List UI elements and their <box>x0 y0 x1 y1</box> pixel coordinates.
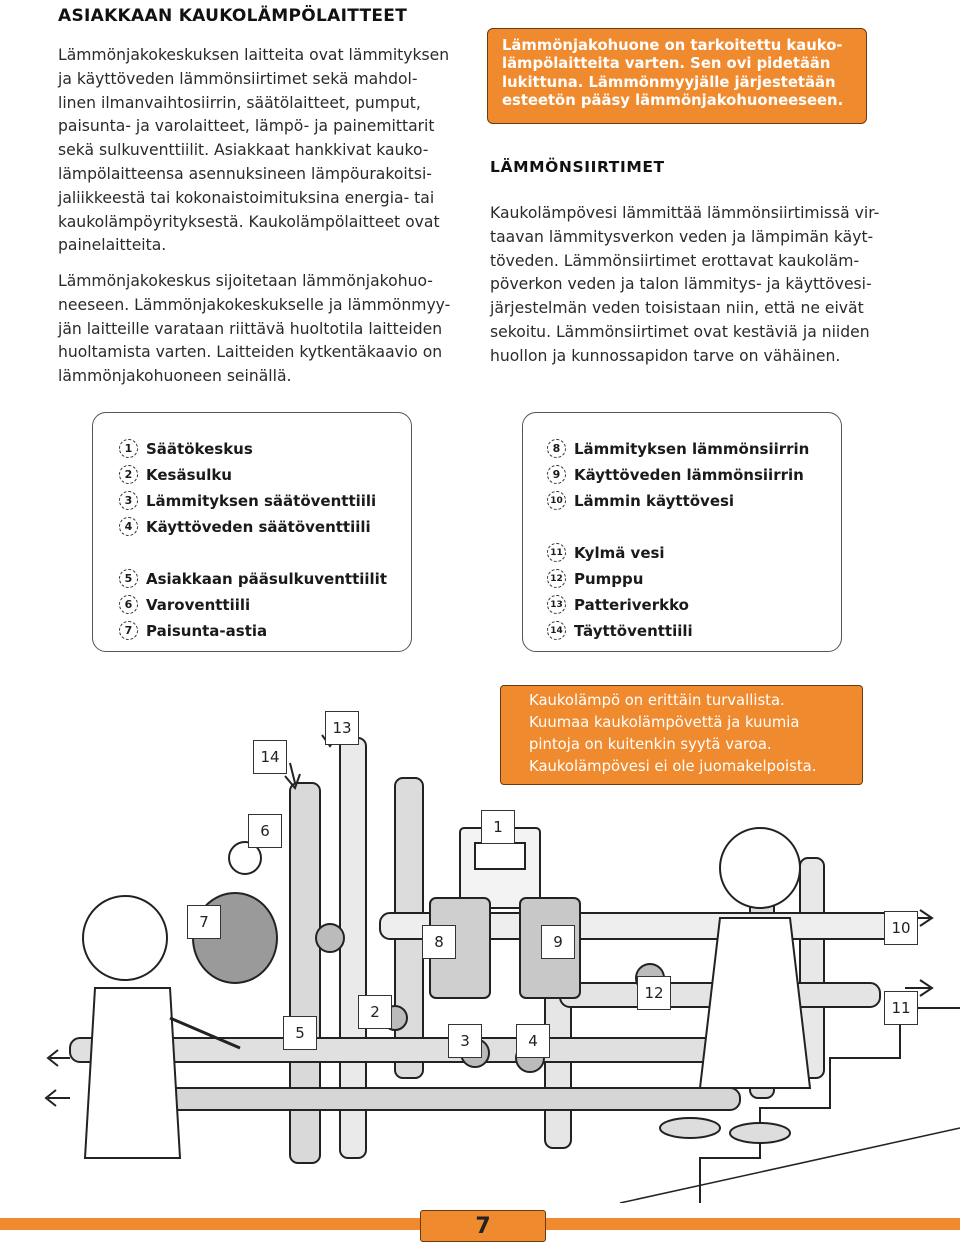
legend-item <box>547 543 665 562</box>
number-badge: 11 <box>547 543 566 562</box>
legend-label: Lämmityksen lämmönsiirrin <box>574 439 810 458</box>
number-badge: 10 <box>547 491 566 510</box>
legend-label: Käyttöveden lämmönsiirrin <box>574 465 804 484</box>
callout-9: 9 <box>541 925 575 959</box>
page-number: 7 <box>420 1210 546 1242</box>
legend-item <box>119 595 250 614</box>
legend-item <box>119 569 387 588</box>
legend-label: Täyttöventtiili <box>574 621 693 640</box>
number-badge: 5 <box>119 569 138 588</box>
legend-label: Paisunta-astia <box>146 621 268 640</box>
callout-8: 8 <box>422 925 456 959</box>
number-badge: 4 <box>119 517 138 536</box>
legend-label: Lämmityksen säätöventtiili <box>146 491 377 510</box>
number-badge: 9 <box>547 465 566 484</box>
room-paragraph: Lämmönjakokeskus sijoitetaan lämmönjakohuo- neeseen. Lämmönjakokeskukselle ja lämmönmyy- jän laitteille varataan riittävä huoltotila laitteiden huoltamista varten. Laitteiden kytkentäkaavio on lämmönjakohuoneen seinällä. <box>58 272 451 386</box>
legend-item <box>547 569 643 588</box>
number-badge: 6 <box>119 595 138 614</box>
number-badge: 3 <box>119 491 138 510</box>
callout-6: 6 <box>248 814 282 848</box>
notice-box: Lämmönjakohuone on tarkoitettu kauko- lämpölaitteita varten. Sen ovi pidetään lukittuna. Lämmönmyyjälle järjestetään esteetön pääsy lämmönjakohuoneeseen. <box>487 28 867 124</box>
legend-item <box>119 439 253 458</box>
intro-paragraph: Lämmönjakokeskuksen laitteita ovat lämmityksen ja käyttöveden lämmönsiirtimet sekä mahdol- linen ilmanvaihtosiirrin, säätölaitteet, pumput, paisunta- ja varolaitteet, lämpö- ja painemittarit sekä sulkuventtiilit. Asiakkaat hankkivat kauko- lämpölaitteensa asennuksineen lämpöurakoitsi- jaliikkeestä tai kokonaistoimituksina energia- tai kaukolämpöyrityksestä. Kaukolämpölaitteet ovat painelaitteita. <box>58 46 450 255</box>
callout-3: 3 <box>448 1024 482 1058</box>
legend-item <box>119 517 371 536</box>
legend-item <box>547 595 689 614</box>
legend-item <box>119 621 267 640</box>
page-heading: ASIAKKAAN KAUKOLÄMPÖLAITTEET <box>58 6 408 26</box>
legend-label: Säätökeskus <box>146 439 253 458</box>
legend-label: Lämmin käyttövesi <box>574 491 735 510</box>
legend-label: Kesäsulku <box>146 465 232 484</box>
legend-label: Pumppu <box>574 569 644 588</box>
legend-item <box>547 621 693 640</box>
number-badge: 7 <box>119 621 138 640</box>
callout-11: 11 <box>884 991 918 1025</box>
number-badge: 14 <box>547 621 566 640</box>
number-badge: 8 <box>547 439 566 458</box>
legend-left-box <box>92 412 412 652</box>
callout-13: 13 <box>325 711 359 745</box>
number-badge: 12 <box>547 569 566 588</box>
legend-label: Kylmä vesi <box>574 543 665 562</box>
callout-2: 2 <box>358 995 392 1029</box>
legend-item <box>547 465 804 484</box>
section-heading: LÄMMÖNSIIRTIMET <box>490 158 665 176</box>
legend-label: Käyttöveden säätöventtiili <box>146 517 371 536</box>
number-badge: 13 <box>547 595 566 614</box>
legend-item <box>119 491 376 510</box>
legend-item <box>547 439 809 458</box>
legend-label: Varoventtiili <box>146 595 251 614</box>
legend-label: Patteriverkko <box>574 595 689 614</box>
legend-right-box <box>522 412 842 652</box>
callout-5: 5 <box>283 1016 317 1050</box>
callout-14: 14 <box>253 740 287 774</box>
legend-item <box>547 491 734 510</box>
callout-10: 10 <box>884 911 918 945</box>
callout-4: 4 <box>516 1024 550 1058</box>
legend-label: Asiakkaan pääsulkuventtiilit <box>146 569 387 588</box>
callout-1: 1 <box>481 810 515 844</box>
legend-item <box>119 465 232 484</box>
warning-box: Kaukolämpö on erittäin turvallista. Kuumaa kaukolämpövettä ja kuumia pintoja on kuitenkin syytä varoa. Kaukolämpövesi ei ole juomakelpoista. <box>500 685 863 785</box>
heat-exchanger-paragraph: Kaukolämpövesi lämmittää lämmönsiirtimissä vir- taavan lämmitysverkon veden ja lämpimän käyt- töveden. Lämmönsiirtimet erottavat kaukoläm- pöverkon veden ja talon lämmitys- ja käyttövesi- järjestelmän veden toisistaan niin, että ne eivät sekoitu. Lämmönsiirtimet ovat kestäviä ja niiden huollon ja kunnossapidon tarve on vähäinen. <box>490 204 880 365</box>
callout-7: 7 <box>187 905 221 939</box>
callout-12: 12 <box>637 976 671 1010</box>
number-badge: 2 <box>119 465 138 484</box>
number-badge: 1 <box>119 439 138 458</box>
